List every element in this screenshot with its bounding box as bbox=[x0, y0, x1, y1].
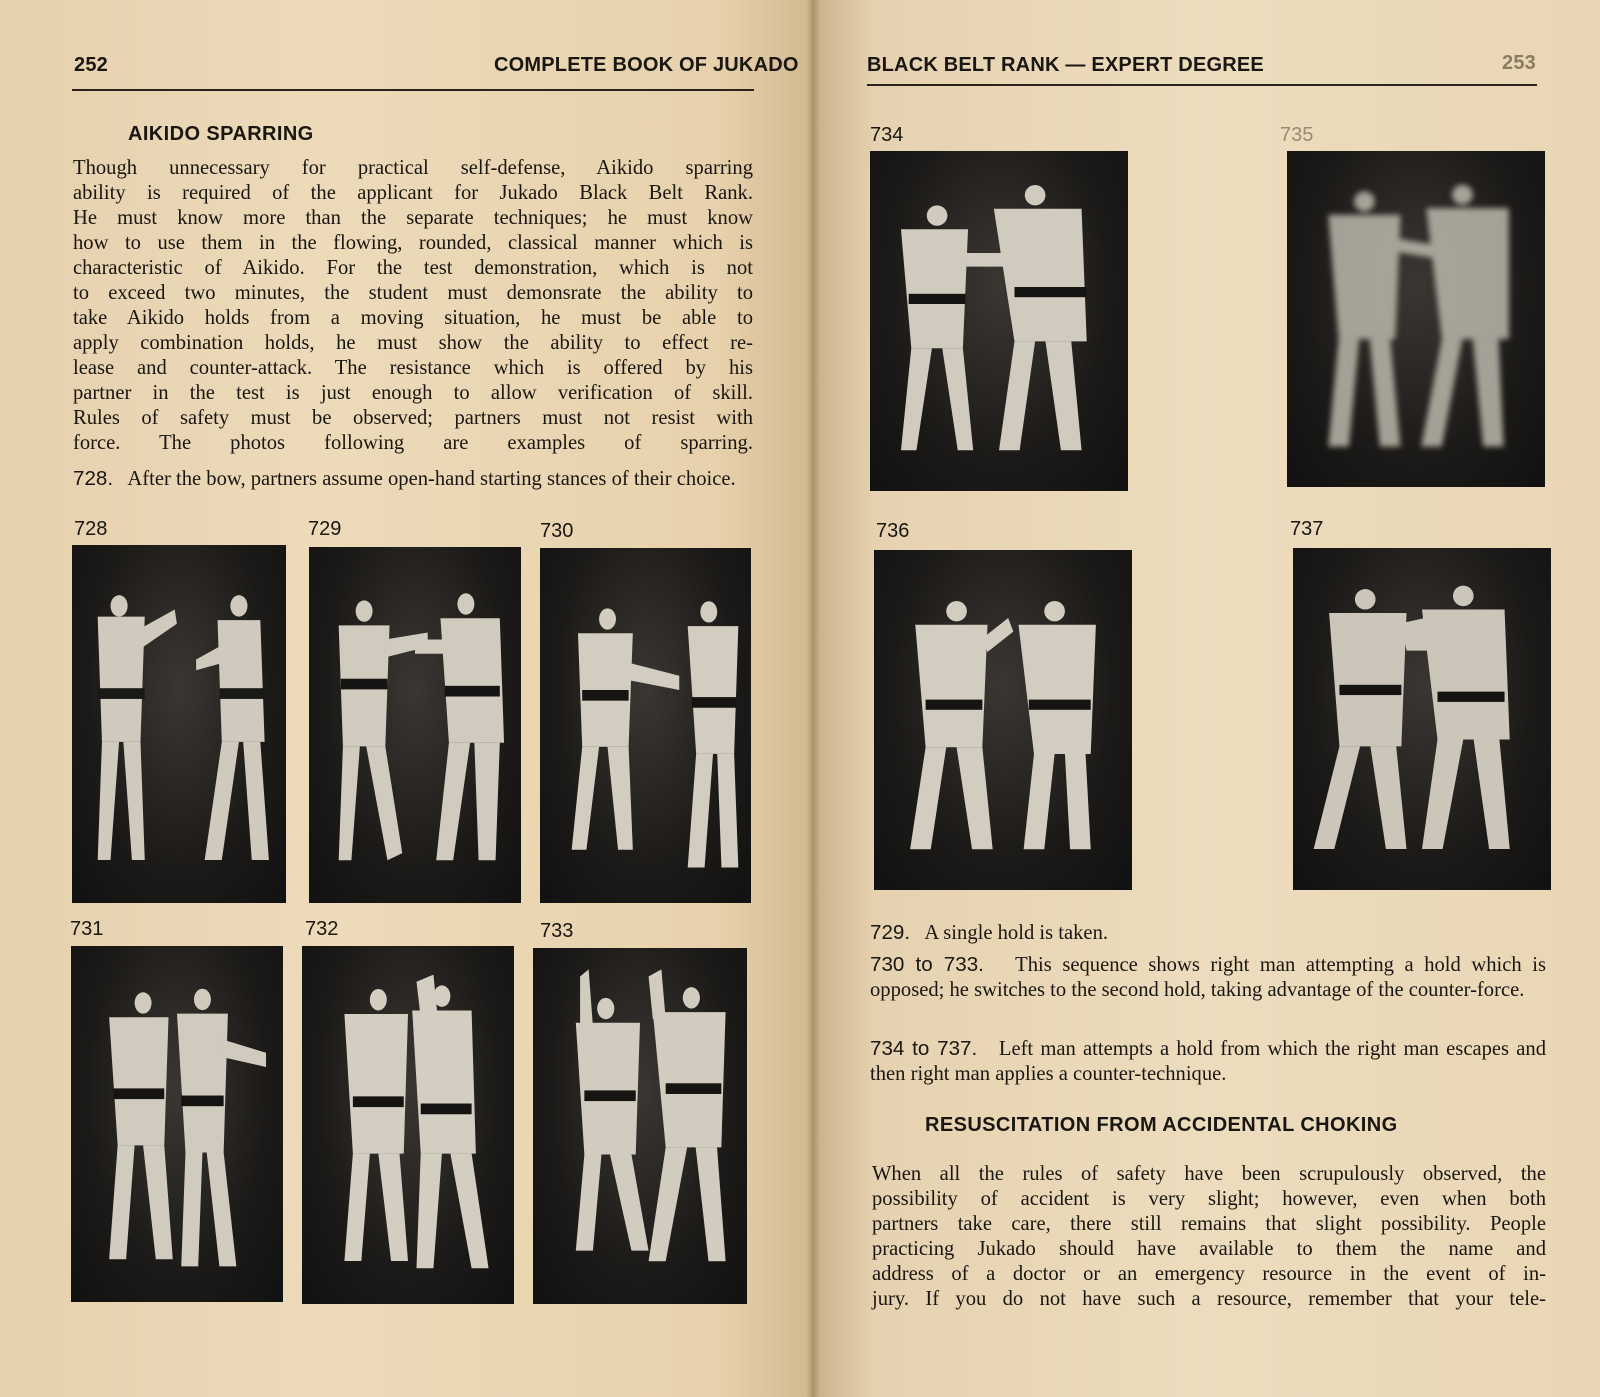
body-line: how to use them in the flowing, rounded, classical manner which is bbox=[73, 232, 753, 254]
caption-number: 728. bbox=[73, 467, 114, 490]
figure-number-729: 729 bbox=[308, 518, 342, 540]
photo-figures-icon bbox=[302, 946, 514, 1304]
caption-text: A single hold is taken. bbox=[924, 922, 1109, 944]
caption-text: After the bow, partners assume open-hand starting stances of their choice. bbox=[127, 468, 736, 490]
caption-734-737 bbox=[870, 1036, 1546, 1087]
body-line: practicing Jukado should have available to them the name and bbox=[872, 1238, 1546, 1260]
figure-number-731: 731 bbox=[70, 918, 104, 940]
photo-figures-icon bbox=[1287, 151, 1545, 487]
photo-figures-icon bbox=[874, 550, 1132, 890]
photo-figures-icon bbox=[309, 547, 521, 903]
figure-number-728: 728 bbox=[74, 518, 108, 540]
body-line: jury. If you do not have such a resource, remember that your tele- bbox=[872, 1288, 1546, 1310]
photo-figures-icon bbox=[72, 545, 286, 903]
caption-text: Left man attempts a hold from which the right man escapes and then right man applies a counter-technique. bbox=[870, 1038, 1546, 1085]
photo-731 bbox=[71, 946, 283, 1302]
body-line: address of a doctor or an emergency resource in the event of in- bbox=[872, 1263, 1546, 1285]
header-rule-left bbox=[72, 89, 754, 91]
body-line: lease and counter-attack. The resistance which is offered by his bbox=[73, 357, 753, 379]
caption-728 bbox=[73, 466, 753, 492]
body-line: He must know more than the separate techniques; he must know bbox=[73, 207, 753, 229]
section-heading-aikido: AIKIDO SPARRING bbox=[128, 123, 314, 145]
body-line: partners take care, there still remains that slight possibility. People bbox=[872, 1213, 1546, 1235]
figure-number-737: 737 bbox=[1290, 518, 1324, 540]
photo-730 bbox=[540, 548, 751, 903]
photo-figures-icon bbox=[870, 151, 1128, 491]
photo-728 bbox=[72, 545, 286, 903]
body-line: Though unnecessary for practical self-defense, Aikido sparring bbox=[73, 157, 753, 179]
photo-734 bbox=[870, 151, 1128, 491]
running-head-left: COMPLETE BOOK OF JUKADO bbox=[494, 54, 799, 76]
body-line: characteristic of Aikido. For the test demonstration, which is not bbox=[73, 257, 753, 279]
body-line: force. The photos following are examples of sparring. bbox=[73, 432, 753, 454]
right-page bbox=[812, 0, 1600, 1397]
figure-number-736: 736 bbox=[876, 520, 910, 542]
caption-number: 734 to 737. bbox=[870, 1037, 978, 1060]
figure-number-734: 734 bbox=[870, 124, 904, 146]
photo-737 bbox=[1293, 548, 1551, 890]
figure-number-730: 730 bbox=[540, 520, 574, 542]
book-gutter bbox=[806, 0, 820, 1397]
caption-number: 730 to 733. bbox=[870, 953, 984, 976]
figure-number-733: 733 bbox=[540, 920, 574, 942]
caption-730-733 bbox=[870, 952, 1546, 1003]
figure-number-732: 732 bbox=[305, 918, 339, 940]
running-head-right: BLACK BELT RANK — EXPERT DEGREE bbox=[867, 54, 1264, 76]
figure-number-735: 735 bbox=[1280, 124, 1314, 146]
page-number-right: 253 bbox=[1502, 52, 1536, 74]
photo-figures-icon bbox=[1293, 548, 1551, 890]
photo-736 bbox=[874, 550, 1132, 890]
photo-733 bbox=[533, 948, 747, 1304]
photo-735 bbox=[1287, 151, 1545, 487]
photo-figures-icon bbox=[533, 948, 747, 1304]
photo-732 bbox=[302, 946, 514, 1304]
photo-729 bbox=[309, 547, 521, 903]
caption-text: This sequence shows right man attempting a hold which is opposed; he switches to the second hold, taking advantage of the counter-force. bbox=[870, 954, 1546, 1001]
body-line: to exceed two minutes, the student must demonsrate the ability to bbox=[73, 282, 753, 304]
body-line: apply combination holds, he must show the ability to effect re- bbox=[73, 332, 753, 354]
photo-figures-icon bbox=[71, 946, 283, 1302]
body-line: take Aikido holds from a moving situation, he must be able to bbox=[73, 307, 753, 329]
page-number-left: 252 bbox=[74, 54, 108, 76]
header-rule-right bbox=[867, 84, 1537, 86]
body-line: possibility of accident is very slight; however, even when both bbox=[872, 1188, 1546, 1210]
body-line: ability is required of the applicant for Jukado Black Belt Rank. bbox=[73, 182, 753, 204]
caption-729 bbox=[870, 920, 1546, 946]
caption-number: 729. bbox=[870, 921, 911, 944]
body-line: When all the rules of safety have been scrupulously observed, the bbox=[872, 1163, 1546, 1185]
section-heading-resuscitation: RESUSCITATION FROM ACCIDENTAL CHOKING bbox=[925, 1114, 1398, 1136]
photo-figures-icon bbox=[540, 548, 751, 903]
body-line: Rules of safety must be observed; partners must not resist with bbox=[73, 407, 753, 429]
body-line: partner in the test is just enough to allow verification of skill. bbox=[73, 382, 753, 404]
